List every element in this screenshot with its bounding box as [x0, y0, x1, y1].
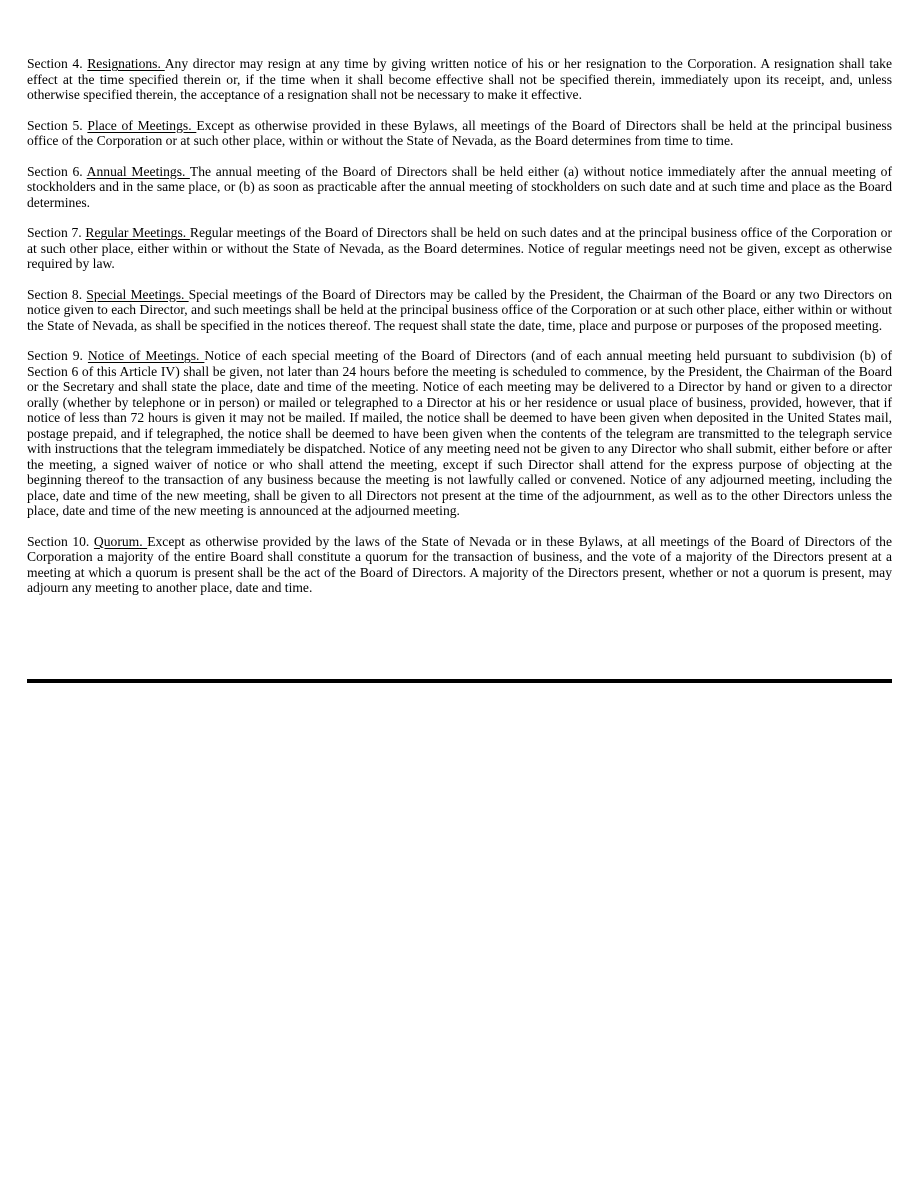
section-heading: Special Meetings.	[86, 286, 189, 302]
section-8	[27, 287, 892, 334]
section-label: Section 4.	[27, 56, 88, 71]
section-heading: Place of Meetings.	[87, 117, 197, 133]
section-label: Section 5.	[27, 117, 88, 133]
section-label: Section 7.	[27, 225, 86, 240]
section-label: Section 8.	[27, 286, 87, 302]
section-heading: Annual Meetings.	[86, 163, 190, 179]
document-page	[27, 56, 892, 611]
section-heading: Notice of Meetings.	[87, 348, 205, 363]
section-heading: Quorum.	[93, 533, 148, 549]
section-body: Except as otherwise provided by the laws of the State of Nevada or in these Bylaws, at all meetings of the Board of Directors of the Corporation a majority of the entire Board shall constitute a quorum for the transaction of business, and the vote of a majority of the Directors present at a meeting at which a quorum is present shall be the act of the Board of Directors. A majority of the Directors present, whether or not a quorum is present, may adjourn any meeting to another place, date and time.	[27, 533, 893, 595]
section-body: Notice of each special meeting of the Board of Directors (and of each annual meeting held pursuant to subdivision (b) of Section 6 of this Article IV) shall be given, not later than 24 hours before the meeting is scheduled to commence, by the President, the Chairman of the Board or the Secretary and shall state the place, date and time of the meeting. Notice of each meeting may be delivered to a Director by hand or given to a director orally (whether by telephone or in person) or mailed or telegraphed to a Director at his or her residence or usual place of business, provided, however, that if notice of less than 72 hours is given it may not be mailed. If mailed, the notice shall be deemed to have been given when deposited in the United States mail, postage prepaid, and if telegraphed, the notice shall be deemed to have been given when the contents of the telegram are transmitted to the telegraph service with instructions that the telegram immediately be dispatched. Notice of any meeting need not be given to any Director who shall submit, either before or after the meeting, a signed waiver of notice or who shall attend the meeting, except if such Director shall attend for the express purpose of objecting at the beginning thereof to the transaction of any business because the meeting is not lawfully called or convened. Notice of any adjourned meeting, including the place, date and time of the new meeting, shall be given to all Directors not present at the time of the adjournment, as well as to the other Directors unless the place, date and time of the new meeting is announced at the adjourned meeting.	[27, 348, 892, 518]
section-label: Section 10.	[27, 533, 94, 549]
section-5	[27, 118, 892, 149]
section-7	[27, 225, 892, 272]
section-4	[27, 56, 892, 103]
section-body: Regular meetings of the Board of Directors shall be held on such dates and at the principal business office of the Corporation or at such other place, either within or without the State of Nevada, as the Board determines. Notice of regular meetings need not be given, except as otherwise required by law.	[27, 225, 892, 271]
page-divider-rule	[27, 679, 892, 683]
section-body: The annual meeting of the Board of Directors shall be held either (a) without notice immediately after the annual meeting of stockholders and in the same place, or (b) as soon as practicable after the annual meeting of stockholders on such date and at such time and place as the Board determines.	[27, 163, 893, 210]
section-label: Section 9.	[27, 348, 88, 363]
section-label: Section 6.	[27, 163, 87, 179]
section-body: Any director may resign at any time by giving written notice of his or her resignation to the Corporation. A resignation shall take effect at the time specified therein or, if the time when it shall become effective shall not be specified therein, immediately upon its receipt, and, unless otherwise specified therein, the acceptance of a resignation shall not be necessary to make it effective.	[27, 56, 892, 102]
section-heading: Regular Meetings.	[85, 225, 190, 240]
section-6	[27, 164, 892, 211]
section-body: Except as otherwise provided in these Bylaws, all meetings of the Board of Directors shall be held at the principal business office of the Corporation or at such other place, within or without the State of Nevada, as the Board determines from time to time.	[27, 117, 892, 148]
section-heading: Resignations.	[87, 56, 165, 71]
section-body: Special meetings of the Board of Directors may be called by the President, the Chairman of the Board or any two Directors on notice given to each Director, and such meetings shall be held at the principal business office of the Corporation or at such other place, either within or without the State of Nevada, as shall be specified in the notices thereof. The request shall state the date, time, place and purpose or purposes of the proposed meeting.	[27, 286, 892, 333]
section-9	[27, 348, 892, 519]
section-10	[27, 534, 892, 596]
